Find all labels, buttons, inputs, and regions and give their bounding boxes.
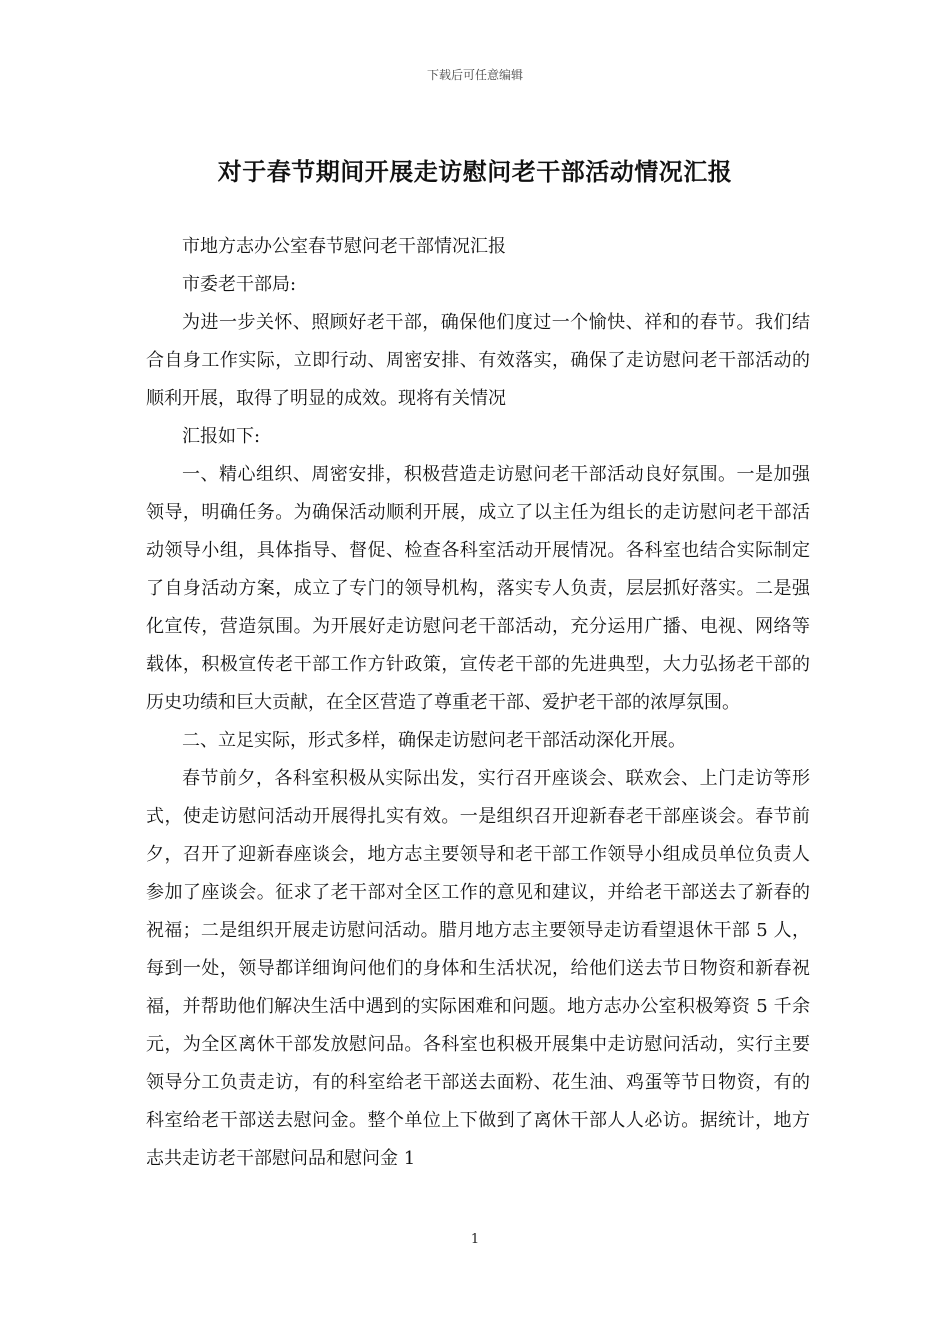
page-number: 1 xyxy=(470,1232,480,1247)
paragraph-intro: 为进一步关怀、照顾好老干部，确保他们度过一个愉快、祥和的春节。我们结合自身工作实际，立即行动、周密安排、有效落实，确保了走访慰问老干部活动的顺利开展，取得了明显的成效。现将有关情况 xyxy=(146,312,810,409)
paragraph-report-lead: 汇报如下: xyxy=(182,426,261,447)
paragraph-section-two-heading: 二、立足实际，形式多样，确保走访慰问老干部活动深化开展。 xyxy=(182,730,686,751)
paragraph-section-two-body: 春节前夕，各科室积极从实际出发，实行召开座谈会、联欢会、上门走访等形式，使走访慰问活动开展得扎实有效。一是组织召开迎新春老干部座谈会。春节前夕，召开了迎新春座谈会，地方志主要领导和老干部工作领导小组成员单位负责人参加了座谈会。征求了老干部对全区工作的意见和建议，并给老干部送去了新春的祝福；二是组织开展走访慰问活动。腊月地方志主要领导走访看望退休干部 5 人，每到一处，领导都详细询问他们的身体和生活状况，给他们送去节日物资和新春祝福，并帮助他们解决生活中遇到的实际困难和问题。地方志办公室积极筹资 5 千余元，为全区离休干部发放慰问品。各科室也积极开展集中走访慰问活动，实行主要领导分工负责走访，有的科室给老干部送去面粉、花生油、鸡蛋等节日物资，有的科室给老干部送去慰问金。整个单位上下做到了离休干部人人必访。据统计，地方志共走访老干部慰问品和慰问金 1 xyxy=(146,768,810,1169)
paragraph-section-one: 一、精心组织、周密安排，积极营造走访慰问老干部活动良好氛围。一是加强领导，明确任务。为确保活动顺利开展，成立了以主任为组长的走访慰问老干部活动领导小组，具体指导、督促、检查各科室活动开展情况。各科室也结合实际制定了自身活动方案，成立了专门的领导机构，落实专人负责，层层抓好落实。二是强化宣传，营造氛围。为开展好走访慰问老干部活动，充分运用广播、电视、网络等载体，积极宣传老干部工作方针政策，宣传老干部的先进典型，大力弘扬老干部的历史功绩和巨大贡献，在全区营造了尊重老干部、爱护老干部的浓厚氛围。 xyxy=(146,464,810,713)
document-body xyxy=(146,228,810,1178)
paragraph-subtitle: 市地方志办公室春节慰问老干部情况汇报 xyxy=(182,236,506,257)
paragraph-addressee: 市委老干部局: xyxy=(182,274,297,295)
header-note: 下载后可任意编辑 xyxy=(426,68,523,82)
document-title: 对于春节期间开展走访慰问老干部活动情况汇报 xyxy=(217,157,733,186)
